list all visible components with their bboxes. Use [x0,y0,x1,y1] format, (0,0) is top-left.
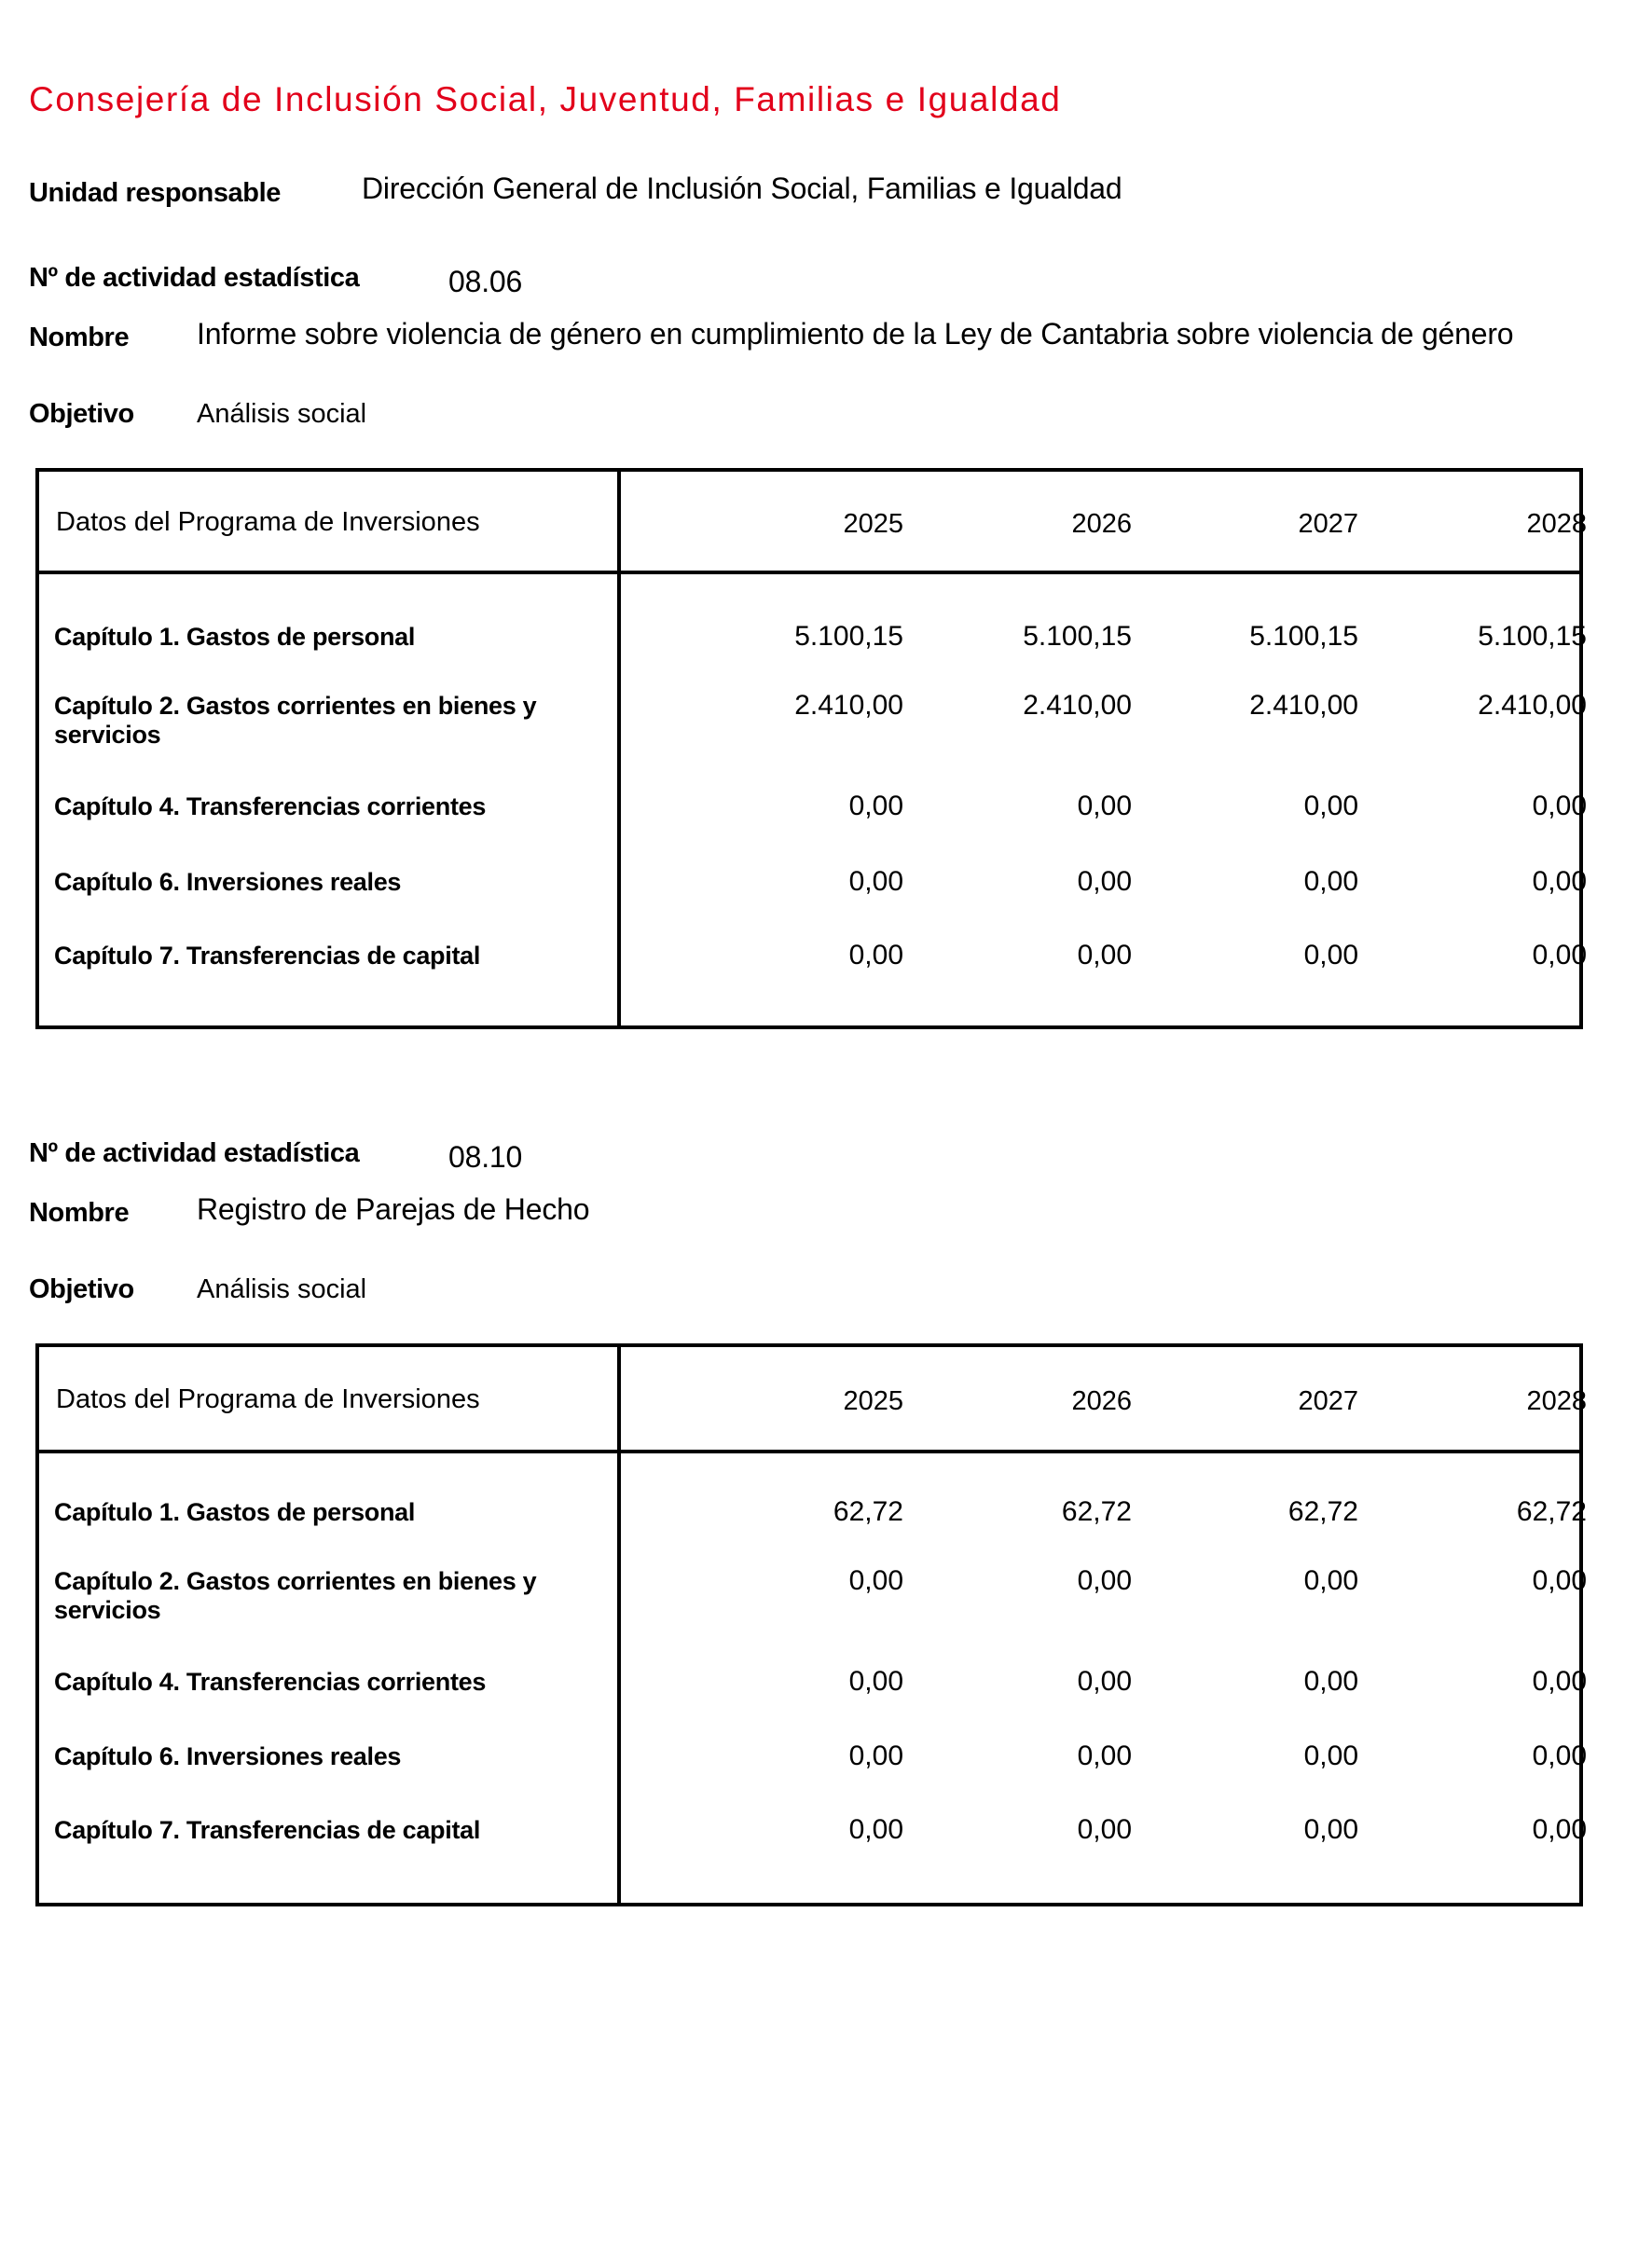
year-header: 2026 [1071,1386,1132,1416]
row-value: 0,00 [1303,940,1358,970]
row-value: 5.100,15 [1023,621,1132,652]
row-value: 0,00 [1532,1741,1587,1771]
investment-table [35,468,1587,1029]
activity-objective: Análisis social [197,1274,367,1304]
row-value: 0,00 [1532,940,1587,970]
row-value: 0,00 [1532,1565,1587,1596]
year-header: 2028 [1526,509,1587,539]
row-label: Capítulo 7. Transferencias de capital [54,942,481,970]
row-value: 5.100,15 [1249,621,1358,652]
row-value: 0,00 [1077,1666,1132,1697]
row-value: 0,00 [848,791,903,821]
row-label: Capítulo 4. Transferencias corrientes [54,792,487,820]
row-label: Capítulo 4. Transferencias corrientes [54,1668,487,1696]
row-value: 0,00 [1303,1666,1358,1697]
row-value: 0,00 [848,940,903,970]
year-header: 2028 [1526,1386,1587,1416]
column-divider [617,472,621,1025]
activity-objective: Análisis social [197,399,367,429]
column-divider [617,1347,621,1903]
row-value: 0,00 [1532,791,1587,821]
row-value: 0,00 [1077,866,1132,897]
row-value: 2.410,00 [794,690,903,721]
year-header: 2025 [843,1386,903,1416]
header-divider [39,571,1579,574]
row-value: 5.100,15 [1478,621,1587,652]
row-label: Capítulo 7. Transferencias de capital [54,1816,481,1844]
table-header-label: Datos del Programa de Inversiones [56,1384,480,1414]
row-value: 0,00 [848,1565,903,1596]
row-value: 0,00 [1303,791,1358,821]
row-value: 0,00 [1532,866,1587,897]
row-value: 5.100,15 [794,621,903,652]
row-value: 62,72 [833,1496,903,1527]
activity-number: 08.06 [448,265,523,298]
activity-name-label: Nombre [29,323,130,352]
activity-number-label: Nº de actividad estadística [29,263,360,293]
activity-name-label: Nombre [29,1198,130,1228]
header-divider [39,1450,1579,1453]
row-label: Capítulo 2. Gastos corrientes en bienes y servicios [54,692,537,749]
row-label: Capítulo 6. Inversiones reales [54,1742,402,1770]
activity-name: Informe sobre violencia de género en cumplimiento de la Ley de Cantabria sobre violencia de género [197,317,1514,351]
row-value: 2.410,00 [1023,690,1132,721]
activity-number: 08.10 [448,1140,523,1174]
row-value: 0,00 [848,1741,903,1771]
row-label: Capítulo 6. Inversiones reales [54,868,402,896]
row-value: 2.410,00 [1249,690,1358,721]
row-value: 0,00 [848,866,903,897]
row-value: 0,00 [1303,866,1358,897]
row-value: 0,00 [1077,791,1132,821]
row-value: 0,00 [1303,1565,1358,1596]
activity-number-label: Nº de actividad estadística [29,1138,360,1168]
row-value: 2.410,00 [1478,690,1587,721]
year-header: 2027 [1298,1386,1358,1416]
row-value: 0,00 [1077,1814,1132,1845]
unit-label: Unidad responsable [29,178,281,208]
row-value: 62,72 [1061,1496,1132,1527]
table-header-label: Datos del Programa de Inversiones [56,507,480,537]
activity-objective-label: Objetivo [29,1274,134,1304]
row-value: 0,00 [1532,1814,1587,1845]
row-label: Capítulo 1. Gastos de personal [54,623,416,651]
row-value: 0,00 [1077,1565,1132,1596]
row-label: Capítulo 2. Gastos corrientes en bienes y servicios [54,1567,537,1624]
year-header: 2026 [1071,509,1132,539]
row-label: Capítulo 1. Gastos de personal [54,1498,416,1526]
row-value: 62,72 [1516,1496,1587,1527]
year-header: 2027 [1298,509,1358,539]
row-value: 0,00 [1077,940,1132,970]
year-header: 2025 [843,509,903,539]
unit-value: Dirección General de Inclusión Social, Familias e Igualdad [362,172,1122,205]
row-value: 62,72 [1287,1496,1358,1527]
row-value: 0,00 [1077,1741,1132,1771]
activity-objective-label: Objetivo [29,399,134,429]
row-value: 0,00 [848,1814,903,1845]
row-value: 0,00 [1303,1814,1358,1845]
row-value: 0,00 [848,1666,903,1697]
row-value: 0,00 [1303,1741,1358,1771]
row-value: 0,00 [1532,1666,1587,1697]
activity-name: Registro de Parejas de Hecho [197,1192,590,1226]
department-title: Consejería de Inclusión Social, Juventud, Familias e Igualdad [29,80,1062,118]
investment-table [35,1343,1587,1906]
